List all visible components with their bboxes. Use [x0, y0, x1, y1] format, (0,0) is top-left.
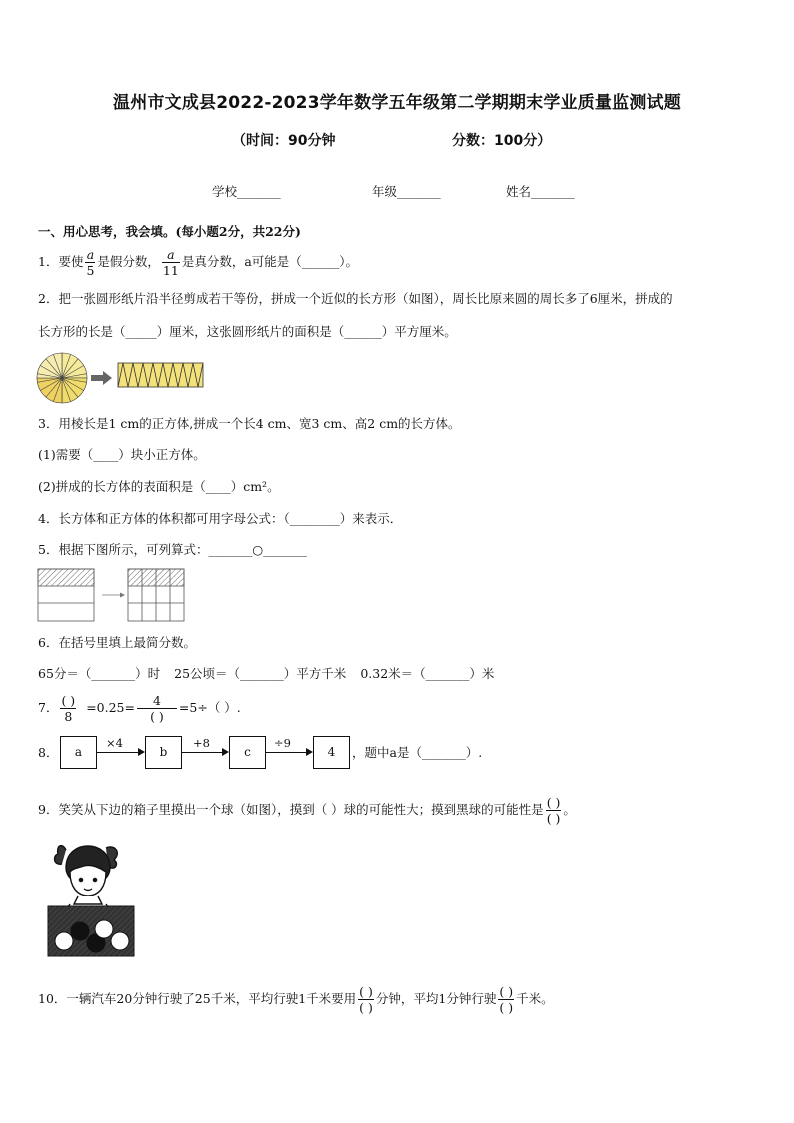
q7-fraction-2: $\frac{4}{( )}$ — [137, 693, 177, 724]
q9-text: 9．笑笑从下边的箱子里摸出一个球（如图），摸到（ ）球的可能性大；摸到黑球的可能性是 — [38, 802, 544, 817]
name-field: 姓名_______ — [506, 184, 575, 199]
question-6-line-1: 6．在括号里填上最简分数。 — [38, 635, 196, 650]
flow-op-1: ×4 — [106, 736, 123, 750]
exam-time: （时间：90分钟 — [232, 133, 336, 149]
question-3-line-3: (2)拼成的长方体的表面积是（____）cm²。 — [38, 479, 280, 494]
question-2-line-1: 2．把一张圆形纸片沿半径剪成若干等份，拼成一个近似的长方形（如图），周长比原来圆的周长多了6厘米，拼成的 — [38, 291, 673, 306]
q1-suffix: 是真分数，a可能是（______）。 — [181, 254, 359, 269]
q10-fraction-1: $\frac{( )}{( )}$ — [359, 984, 373, 1015]
circle-sectors-icon — [37, 353, 87, 403]
flow-box-a: a — [60, 736, 97, 769]
grade-field: 年级_______ — [372, 184, 441, 199]
q9-end: 。 — [563, 802, 576, 817]
question-10 — [38, 984, 554, 1015]
girl-icon — [55, 846, 118, 910]
zigzag-rectangle-icon — [118, 363, 203, 387]
q10-fraction-2: $\frac{( )}{( )}$ — [499, 984, 514, 1015]
girl-with-ball-box-illustration — [44, 838, 140, 960]
circle-to-rectangle-figure — [36, 352, 206, 404]
flow-box-d: 4 — [313, 736, 350, 769]
arrow-right-icon — [138, 748, 145, 756]
arrow-right-icon — [91, 371, 112, 385]
arrow-right-icon — [306, 748, 313, 756]
flow-box-b: b — [145, 736, 182, 769]
left-grid — [38, 569, 94, 621]
flow-box-c: c — [229, 736, 266, 769]
q6-part-c: 0.32米＝（_______）米 — [360, 666, 495, 681]
section-heading: 一、用心思考，我会填。(每小题2分，共22分) — [38, 224, 301, 239]
q6-part-b: 25公顷＝（_______）平方千米 — [174, 666, 347, 681]
q7-suffix: =5÷（ ）. — [178, 700, 241, 715]
question-9 — [38, 795, 576, 826]
flow-arrow-1 — [96, 752, 139, 753]
arrow-right-icon — [222, 748, 229, 756]
right-grid — [128, 569, 184, 621]
question-2-line-2: 长方形的长是（_____）厘米，这张圆形纸片的面积是（______）平方厘米。 — [38, 324, 457, 339]
q9-fraction: $\frac{( )}{( )}$ — [546, 795, 561, 826]
question-3-line-2: (1)需要（____）块小正方体。 — [38, 447, 206, 462]
q1-fraction-2: $\frac{a}{11}$ — [162, 247, 179, 278]
q7-prefix: 7． — [38, 700, 59, 715]
q1-fraction-1: $\frac{a}{5}$ — [86, 247, 95, 278]
question-6-line-2 — [38, 665, 494, 683]
flow-op-2: +8 — [193, 736, 210, 750]
question-3-line-1: 3．用棱长是1 cm的正方体,拼成一个长4 cm、宽3 cm、高2 cm的长方体。 — [38, 416, 461, 431]
flow-arrow-2 — [181, 752, 223, 753]
fraction-grid-figure — [36, 567, 188, 625]
arrow-right-icon — [102, 593, 125, 598]
question-5: 5．根据下图所示，可列算式：_______○_______ — [38, 542, 307, 557]
flow-arrow-3 — [265, 752, 307, 753]
q7-fraction-1: $\frac{( )}{8}$ — [61, 693, 76, 724]
q10-prefix: 10．一辆汽车20分钟行驶了25千米，平均行驶1千米要用 — [38, 991, 357, 1006]
flow-op-3: ÷9 — [274, 736, 291, 750]
question-8-prefix: 8． — [38, 745, 59, 760]
page-title: 温州市文成县2022-2023学年数学五年级第二学期期末学业质量监测试题 — [113, 93, 681, 113]
q10-end: 千米。 — [516, 991, 554, 1006]
ball-box-icon — [48, 906, 134, 956]
q6-part-a: 65分＝（_______）时 — [38, 666, 161, 681]
question-7 — [38, 693, 241, 724]
q1-middle: 是假分数， — [97, 254, 160, 269]
question-4: 4．长方体和正方体的体积都可用字母公式：（________）来表示． — [38, 511, 403, 526]
school-field: 学校_______ — [212, 184, 281, 199]
q1-prefix: 1．要使 — [38, 254, 84, 269]
question-1 — [38, 247, 358, 278]
question-8-suffix: ，题中a是（_______）. — [352, 745, 483, 760]
exam-score: 分数：100分） — [452, 133, 552, 149]
q7-middle: =0.25= — [86, 700, 135, 715]
q10-middle: 分钟，平均1分钟行驶 — [375, 991, 497, 1006]
